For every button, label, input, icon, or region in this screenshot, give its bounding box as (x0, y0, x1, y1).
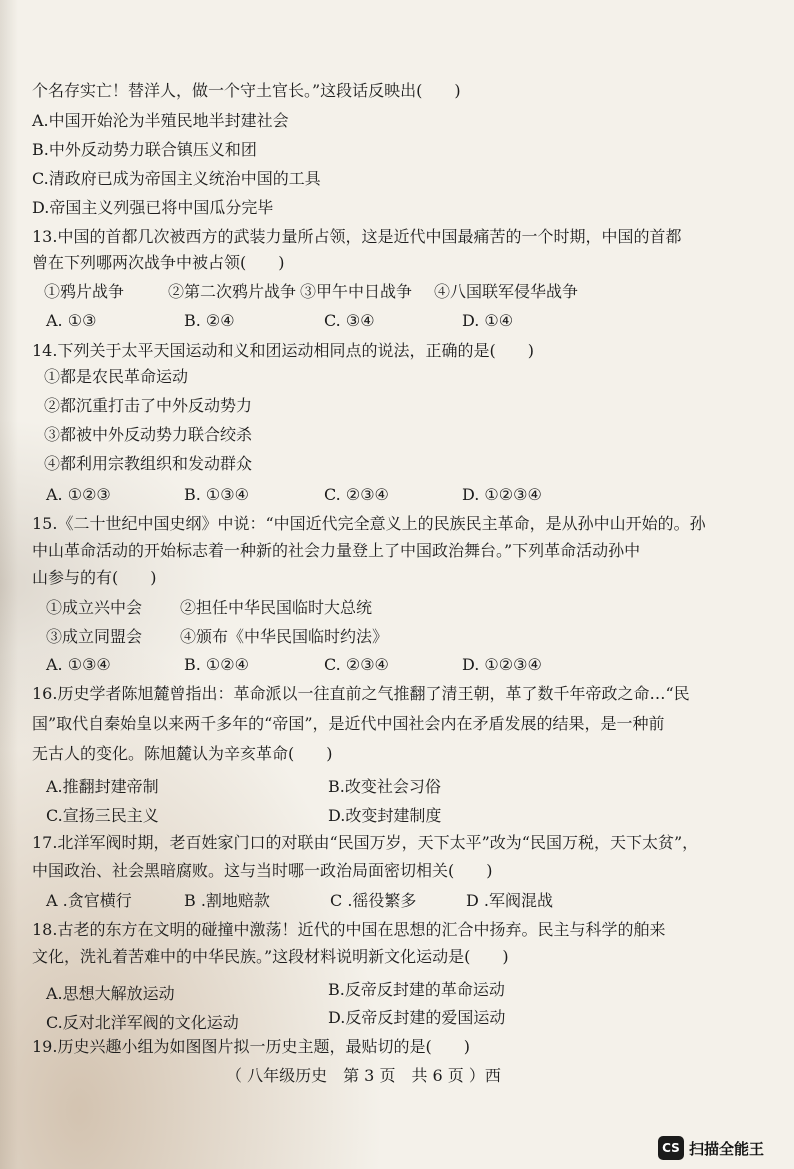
q15-option-d: D. ①②③④ (462, 655, 542, 674)
q18-stem-line2: 文化，洗礼着苦难中的中华民族。”这段材料说明新文化运动是( ) (32, 947, 509, 966)
camscanner-logo-icon: CS (658, 1136, 684, 1160)
q12-stem-continuation: 个名存实亡！替洋人，做一个守土官长。”这段话反映出( ) (32, 81, 461, 100)
q16-option-d: D.改变封建制度 (328, 806, 442, 825)
q13-option-c: C. ③④ (324, 311, 375, 330)
q13-option-a: A. ①③ (46, 311, 97, 330)
q13-option-b: B. ②④ (184, 311, 235, 330)
q12-option-d: D.帝国主义列强已将中国瓜分完毕 (32, 198, 274, 217)
q14-item-3: ③都被中外反动势力联合绞杀 (44, 425, 253, 444)
q14-option-b: B. ①③④ (184, 485, 249, 504)
q17-stem-line2: 中国政治、社会黑暗腐败。这与当时哪一政治局面密切相关( ) (32, 861, 493, 880)
q16-stem-line3: 无古人的变化。陈旭麓认为辛亥革命( ) (32, 744, 333, 763)
q13-stem-line1: 13.中国的首都几次被西方的武装力量所占领，这是近代中国最痛苦的一个时期，中国的首都 (32, 227, 682, 246)
q16-stem-line1: 16.历史学者陈旭麓曾指出：革命派以一往直前之气推翻了清王朝，革了数千年帝政之命…“民 (32, 684, 690, 703)
q14-option-c: C. ②③④ (324, 485, 389, 504)
q15-item-2: ②担任中华民国临时大总统 (180, 598, 373, 617)
q13-item-3: ③甲午中日战争 (300, 282, 413, 301)
camscanner-watermark (658, 1136, 764, 1160)
page-footer: （ 八年级历史 第 3 页 共 6 页 ）西 (226, 1066, 501, 1085)
q17-stem-line1: 17.北洋军阀时期，老百姓家门口的对联由“民国万岁，天下太平”改为“民国万税，天下太贫”， (32, 833, 699, 852)
q18-option-c: C.反对北洋军阀的文化运动 (46, 1013, 239, 1032)
q15-item-4: ④颁布《中华民国临时约法》 (180, 627, 389, 646)
q12-option-a: A.中国开始沦为半殖民地半封建社会 (32, 111, 289, 130)
q12-option-c: C.清政府已成为帝国主义统治中国的工具 (32, 169, 321, 188)
q17-option-c: C .徭役繁多 (330, 891, 417, 910)
q19-stem: 19.历史兴趣小组为如图图片拟一历史主题，最贴切的是( ) (32, 1037, 470, 1056)
camscanner-label: 扫描全能王 (689, 1139, 765, 1158)
q13-item-1: ①鸦片战争 (44, 282, 125, 301)
q14-stem: 14.下列关于太平天国运动和义和团运动相同点的说法，正确的是( ) (32, 341, 534, 360)
q16-stem-line2: 国”取代自秦始皇以来两千多年的“帝国”，是近代中国社会内在矛盾发展的结果，是一种前 (32, 714, 665, 733)
q15-item-1: ①成立兴中会 (46, 598, 143, 617)
q15-stem-line1: 15.《二十世纪中国史纲》中说：“中国近代完全意义上的民族民主革命，是从孙中山开始的。孙 (32, 514, 706, 533)
q12-option-b: B.中外反动势力联合镇压义和团 (32, 140, 257, 159)
q15-option-c: C. ②③④ (324, 655, 389, 674)
q15-option-a: A. ①③④ (46, 655, 111, 674)
q15-item-3: ③成立同盟会 (46, 627, 143, 646)
q14-item-4: ④都利用宗教组织和发动群众 (44, 454, 253, 473)
q17-option-b: B .割地赔款 (184, 891, 270, 910)
q18-option-b: B.反帝反封建的革命运动 (328, 980, 505, 999)
q14-option-d: D. ①②③④ (462, 485, 542, 504)
q15-stem-line2: 中山革命活动的开始标志着一种新的社会力量登上了中国政治舞台。”下列革命活动孙中 (32, 541, 641, 560)
q16-option-a: A.推翻封建帝制 (46, 777, 159, 796)
q15-stem-line3: 山参与的有( ) (32, 568, 157, 587)
q16-option-c: C.宣扬三民主义 (46, 806, 159, 825)
q14-item-1: ①都是农民革命运动 (44, 367, 189, 386)
q15-option-b: B. ①②④ (184, 655, 249, 674)
q18-option-a: A.思想大解放运动 (46, 984, 175, 1003)
q13-item-2: ②第二次鸦片战争 (168, 282, 297, 301)
q18-option-d: D.反帝反封建的爱国运动 (328, 1008, 506, 1027)
q16-option-b: B.改变社会习俗 (328, 777, 441, 796)
q14-option-a: A. ①②③ (46, 485, 111, 504)
q18-stem-line1: 18.古老的东方在文明的碰撞中激荡！近代的中国在思想的汇合中扬弃。民主与科学的舶来 (32, 920, 666, 939)
q17-option-a: A .贪官横行 (46, 891, 132, 910)
q17-option-d: D .军阀混战 (466, 891, 554, 910)
q13-option-d: D. ①④ (462, 311, 514, 330)
q13-stem-line2: 曾在下列哪两次战争中被占领( ) (32, 253, 285, 272)
q13-item-4: ④八国联军侵华战争 (434, 282, 579, 301)
q14-item-2: ②都沉重打击了中外反动势力 (44, 396, 253, 415)
